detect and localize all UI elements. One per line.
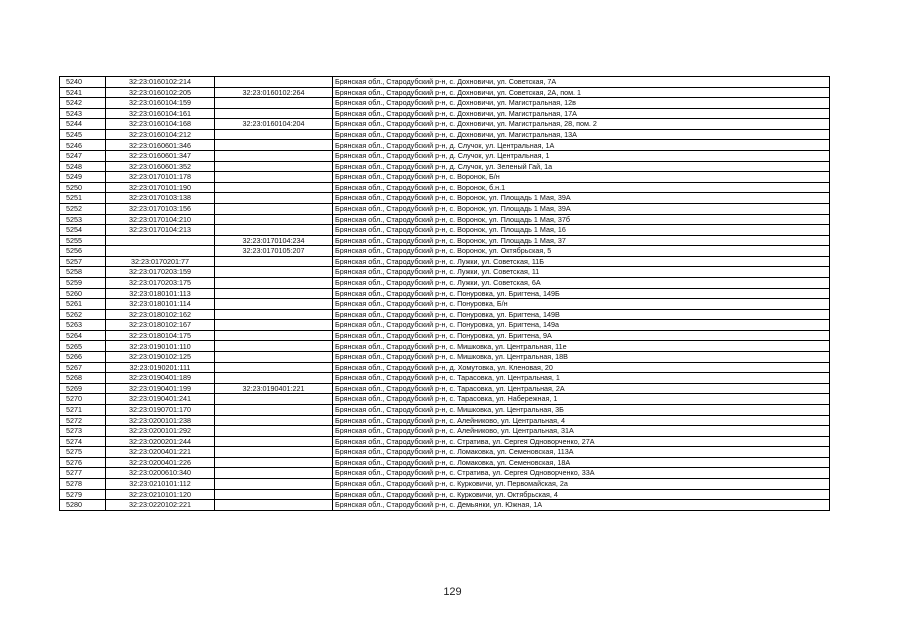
table-row	[60, 87, 830, 98]
address-cell: Брянская обл., Стародубский р-н, с. Воронок, б.н.1	[333, 182, 830, 193]
table-row	[60, 182, 830, 193]
cadastral-number-cell: 32:23:0160601:352	[106, 161, 215, 172]
object-number-cell	[215, 394, 333, 405]
row-number-cell: 5271	[60, 404, 106, 415]
table-row	[60, 267, 830, 278]
cadastral-number-cell	[106, 235, 215, 246]
row-number-cell: 5257	[60, 256, 106, 267]
table-row	[60, 172, 830, 183]
cadastral-number-cell: 32:23:0180102:167	[106, 320, 215, 331]
object-number-cell	[215, 352, 333, 363]
cadastral-number-cell	[106, 246, 215, 257]
row-number-cell: 5260	[60, 288, 106, 299]
table-row	[60, 309, 830, 320]
address-cell: Брянская обл., Стародубский р-н, с. Воронок, ул. Площадь 1 Мая, 39А	[333, 203, 830, 214]
row-number-cell: 5276	[60, 457, 106, 468]
row-number-cell: 5243	[60, 108, 106, 119]
cadastral-number-cell: 32:23:0170104:213	[106, 225, 215, 236]
cadastral-number-cell: 32:23:0190101:110	[106, 341, 215, 352]
row-number-cell: 5250	[60, 182, 106, 193]
object-number-cell	[215, 478, 333, 489]
address-cell: Брянская обл., Стародубский р-н, д. Случок, ул. Центральная, 1	[333, 151, 830, 162]
row-number-cell: 5240	[60, 77, 106, 88]
row-number-cell: 5272	[60, 415, 106, 426]
address-cell: Брянская обл., Стародубский р-н, с. Воронок, Б/н	[333, 172, 830, 183]
object-number-cell: 32:23:0170104:234	[215, 235, 333, 246]
object-number-cell	[215, 373, 333, 384]
address-cell: Брянская обл., Стародубский р-н, с. Ломаковка, ул. Семеновская, 113А	[333, 447, 830, 458]
object-number-cell	[215, 267, 333, 278]
object-number-cell	[215, 77, 333, 88]
cadastral-number-cell: 32:23:0160104:159	[106, 98, 215, 109]
table-row	[60, 98, 830, 109]
address-cell: Брянская обл., Стародубский р-н, с. Понуровка, ул. Бригтена, 149В	[333, 309, 830, 320]
cadastral-number-cell: 32:23:0160102:205	[106, 87, 215, 98]
object-number-cell	[215, 256, 333, 267]
cadastral-number-cell: 32:23:0210101:120	[106, 489, 215, 500]
address-cell: Брянская обл., Стародубский р-н, с. Алейниково, ул. Центральная, 31А	[333, 426, 830, 437]
table-row	[60, 426, 830, 437]
cadastral-number-cell: 32:23:0180102:162	[106, 309, 215, 320]
row-number-cell: 5277	[60, 468, 106, 479]
row-number-cell: 5255	[60, 235, 106, 246]
address-cell: Брянская обл., Стародубский р-н, с. Мишковка, ул. Центральная, 18В	[333, 352, 830, 363]
address-cell: Брянская обл., Стародубский р-н, с. Тарасовка, ул. Центральная, 1	[333, 373, 830, 384]
cadastral-number-cell: 32:23:0200401:221	[106, 447, 215, 458]
cadastral-number-cell: 32:23:0160102:214	[106, 77, 215, 88]
cadastral-number-cell: 32:23:0170103:156	[106, 203, 215, 214]
address-cell: Брянская обл., Стародубский р-н, с. Курковичи, ул. Октябрьская, 4	[333, 489, 830, 500]
row-number-cell: 5247	[60, 151, 106, 162]
row-number-cell: 5268	[60, 373, 106, 384]
cadastral-number-cell: 32:23:0170103:138	[106, 193, 215, 204]
address-cell: Брянская обл., Стародубский р-н, с. Дохновичи, ул. Советская, 7А	[333, 77, 830, 88]
row-number-cell: 5269	[60, 383, 106, 394]
table-row	[60, 478, 830, 489]
cadastral-number-cell: 32:23:0160601:347	[106, 151, 215, 162]
cadastral-number-cell: 32:23:0190401:199	[106, 383, 215, 394]
address-cell: Брянская обл., Стародубский р-н, с. Понуровка, Б/н	[333, 299, 830, 310]
table-row	[60, 457, 830, 468]
row-number-cell: 5248	[60, 161, 106, 172]
table-row	[60, 288, 830, 299]
row-number-cell: 5265	[60, 341, 106, 352]
object-number-cell: 32:23:0160104:204	[215, 119, 333, 130]
object-number-cell	[215, 309, 333, 320]
cadastral-number-cell: 32:23:0200201:244	[106, 436, 215, 447]
cadastral-number-cell: 32:23:0170104:210	[106, 214, 215, 225]
address-cell: Брянская обл., Стародубский р-н, с. Воронок, ул. Площадь 1 Мая, 37б	[333, 214, 830, 225]
address-cell: Брянская обл., Стародубский р-н, д. Хомутовка, ул. Кленовая, 20	[333, 362, 830, 373]
object-number-cell	[215, 214, 333, 225]
table-row	[60, 352, 830, 363]
table-row	[60, 225, 830, 236]
address-cell: Брянская обл., Стародубский р-н, с. Стратива, ул. Сергея Одноворченко, 27А	[333, 436, 830, 447]
address-cell: Брянская обл., Стародубский р-н, д. Случок, ул. Зеленый Гай, 1а	[333, 161, 830, 172]
address-cell: Брянская обл., Стародубский р-н, с. Тарасовка, ул. Набережная, 1	[333, 394, 830, 405]
register-table	[59, 76, 830, 511]
table-row	[60, 246, 830, 257]
table-row	[60, 203, 830, 214]
row-number-cell: 5275	[60, 447, 106, 458]
row-number-cell: 5241	[60, 87, 106, 98]
object-number-cell	[215, 447, 333, 458]
row-number-cell: 5264	[60, 330, 106, 341]
address-cell: Брянская обл., Стародубский р-н, с. Мишковка, ул. Центральная, 3Б	[333, 404, 830, 415]
table-row	[60, 235, 830, 246]
object-number-cell	[215, 415, 333, 426]
table-row	[60, 373, 830, 384]
row-number-cell: 5261	[60, 299, 106, 310]
object-number-cell	[215, 362, 333, 373]
cadastral-number-cell: 32:23:0160104:161	[106, 108, 215, 119]
row-number-cell: 5273	[60, 426, 106, 437]
address-cell: Брянская обл., Стародубский р-н, с. Понуровка, ул. Бригтена, 149Б	[333, 288, 830, 299]
object-number-cell	[215, 225, 333, 236]
table-row	[60, 214, 830, 225]
object-number-cell	[215, 182, 333, 193]
table-row	[60, 77, 830, 88]
object-number-cell	[215, 277, 333, 288]
row-number-cell: 5256	[60, 246, 106, 257]
row-number-cell: 5270	[60, 394, 106, 405]
row-number-cell: 5259	[60, 277, 106, 288]
table-row	[60, 341, 830, 352]
address-cell: Брянская обл., Стародубский р-н, с. Понуровка, ул. Бригтена, 9А	[333, 330, 830, 341]
page-number: 129	[443, 586, 462, 598]
address-cell: Брянская обл., Стародубский р-н, с. Лужки, ул. Советская, 11Б	[333, 256, 830, 267]
object-number-cell	[215, 193, 333, 204]
object-number-cell	[215, 500, 333, 511]
row-number-cell: 5279	[60, 489, 106, 500]
object-number-cell	[215, 151, 333, 162]
cadastral-number-cell: 32:23:0190201:111	[106, 362, 215, 373]
address-cell: Брянская обл., Стародубский р-н, с. Дохновичи, ул. Магистральная, 12в	[333, 98, 830, 109]
cadastral-number-cell: 32:23:0170201:77	[106, 256, 215, 267]
row-number-cell: 5254	[60, 225, 106, 236]
object-number-cell	[215, 98, 333, 109]
table-row	[60, 108, 830, 119]
address-cell: Брянская обл., Стародубский р-н, с. Воронок, ул. Площадь 1 Мая, 37	[333, 235, 830, 246]
cadastral-number-cell: 32:23:0220102:221	[106, 500, 215, 511]
register-table-body	[60, 77, 830, 511]
object-number-cell	[215, 140, 333, 151]
row-number-cell: 5263	[60, 320, 106, 331]
table-row	[60, 394, 830, 405]
object-number-cell	[215, 203, 333, 214]
address-cell: Брянская обл., Стародубский р-н, с. Тарасовка, ул. Центральная, 2А	[333, 383, 830, 394]
table-row	[60, 320, 830, 331]
table-row	[60, 129, 830, 140]
address-cell: Брянская обл., Стародубский р-н, с. Дохновичи, ул. Магистральная, 17А	[333, 108, 830, 119]
table-row	[60, 330, 830, 341]
object-number-cell	[215, 288, 333, 299]
cadastral-number-cell: 32:23:0170101:190	[106, 182, 215, 193]
cadastral-number-cell: 32:23:0210101:112	[106, 478, 215, 489]
object-number-cell	[215, 468, 333, 479]
object-number-cell	[215, 108, 333, 119]
row-number-cell: 5245	[60, 129, 106, 140]
object-number-cell	[215, 404, 333, 415]
table-row	[60, 468, 830, 479]
row-number-cell: 5253	[60, 214, 106, 225]
table-row	[60, 383, 830, 394]
table-row	[60, 161, 830, 172]
table-row	[60, 415, 830, 426]
row-number-cell: 5280	[60, 500, 106, 511]
object-number-cell	[215, 172, 333, 183]
row-number-cell: 5251	[60, 193, 106, 204]
cadastral-number-cell: 32:23:0190701:170	[106, 404, 215, 415]
address-cell: Брянская обл., Стародубский р-н, с. Воронок, ул. Октябрьская, 5	[333, 246, 830, 257]
cadastral-number-cell: 32:23:0190401:189	[106, 373, 215, 384]
row-number-cell: 5244	[60, 119, 106, 130]
row-number-cell: 5262	[60, 309, 106, 320]
object-number-cell	[215, 330, 333, 341]
table-row	[60, 404, 830, 415]
address-cell: Брянская обл., Стародубский р-н, с. Ломаковка, ул. Семеновская, 18А	[333, 457, 830, 468]
table-row	[60, 277, 830, 288]
row-number-cell: 5252	[60, 203, 106, 214]
cadastral-number-cell: 32:23:0180101:114	[106, 299, 215, 310]
address-cell: Брянская обл., Стародубский р-н, с. Курковичи, ул. Первомайская, 2а	[333, 478, 830, 489]
table-row	[60, 256, 830, 267]
address-cell: Брянская обл., Стародубский р-н, с. Дохновичи, ул. Магистральная, 13А	[333, 129, 830, 140]
object-number-cell: 32:23:0170105:207	[215, 246, 333, 257]
object-number-cell	[215, 489, 333, 500]
address-cell: Брянская обл., Стародубский р-н, с. Мишковка, ул. Центральная, 11е	[333, 341, 830, 352]
row-number-cell: 5267	[60, 362, 106, 373]
cadastral-number-cell: 32:23:0160601:346	[106, 140, 215, 151]
object-number-cell	[215, 161, 333, 172]
cadastral-number-cell: 32:23:0170203:159	[106, 267, 215, 278]
table-row	[60, 362, 830, 373]
object-number-cell	[215, 320, 333, 331]
address-cell: Брянская обл., Стародубский р-н, с. Дохновичи, ул. Магистральная, 28, пом. 2	[333, 119, 830, 130]
object-number-cell	[215, 341, 333, 352]
address-cell: Брянская обл., Стародубский р-н, с. Лужки, ул. Советская, 6А	[333, 277, 830, 288]
address-cell: Брянская обл., Стародубский р-н, с. Воронок, ул. Площадь 1 Мая, 39А	[333, 193, 830, 204]
cadastral-number-cell: 32:23:0170101:178	[106, 172, 215, 183]
cadastral-number-cell: 32:23:0160104:212	[106, 129, 215, 140]
cadastral-number-cell: 32:23:0170203:175	[106, 277, 215, 288]
object-number-cell	[215, 129, 333, 140]
cadastral-number-cell: 32:23:0200610:340	[106, 468, 215, 479]
cadastral-number-cell: 32:23:0180101:113	[106, 288, 215, 299]
address-cell: Брянская обл., Стародубский р-н, с. Понуровка, ул. Бригтена, 149а	[333, 320, 830, 331]
cadastral-number-cell: 32:23:0180104:175	[106, 330, 215, 341]
cadastral-number-cell: 32:23:0200401:226	[106, 457, 215, 468]
address-cell: Брянская обл., Стародубский р-н, с. Демьянки, ул. Южная, 1А	[333, 500, 830, 511]
table-row	[60, 299, 830, 310]
row-number-cell: 5242	[60, 98, 106, 109]
row-number-cell: 5278	[60, 478, 106, 489]
object-number-cell	[215, 299, 333, 310]
table-row	[60, 193, 830, 204]
object-number-cell: 32:23:0190401:221	[215, 383, 333, 394]
table-row	[60, 119, 830, 130]
table-row	[60, 436, 830, 447]
object-number-cell	[215, 426, 333, 437]
row-number-cell: 5246	[60, 140, 106, 151]
address-cell: Брянская обл., Стародубский р-н, с. Дохновичи, ул. Советская, 2А, пом. 1	[333, 87, 830, 98]
address-cell: Брянская обл., Стародубский р-н, с. Стратива, ул. Сергея Одноворченко, 33А	[333, 468, 830, 479]
cadastral-number-cell: 32:23:0190401:241	[106, 394, 215, 405]
cadastral-number-cell: 32:23:0200101:292	[106, 426, 215, 437]
row-number-cell: 5274	[60, 436, 106, 447]
address-cell: Брянская обл., Стародубский р-н, д. Случок, ул. Центральная, 1А	[333, 140, 830, 151]
object-number-cell: 32:23:0160102:264	[215, 87, 333, 98]
cadastral-number-cell: 32:23:0160104:168	[106, 119, 215, 130]
address-cell: Брянская обл., Стародубский р-н, с. Воронок, ул. Площадь 1 Мая, 16	[333, 225, 830, 236]
object-number-cell	[215, 436, 333, 447]
cadastral-number-cell: 32:23:0200101:238	[106, 415, 215, 426]
object-number-cell	[215, 457, 333, 468]
table-row	[60, 447, 830, 458]
table-row	[60, 489, 830, 500]
cadastral-number-cell: 32:23:0190102:125	[106, 352, 215, 363]
address-cell: Брянская обл., Стародубский р-н, с. Лужки, ул. Советская, 11	[333, 267, 830, 278]
row-number-cell: 5266	[60, 352, 106, 363]
table-row	[60, 500, 830, 511]
row-number-cell: 5258	[60, 267, 106, 278]
table-row	[60, 140, 830, 151]
address-cell: Брянская обл., Стародубский р-н, с. Алейниково, ул. Центральная, 4	[333, 415, 830, 426]
table-row	[60, 151, 830, 162]
row-number-cell: 5249	[60, 172, 106, 183]
